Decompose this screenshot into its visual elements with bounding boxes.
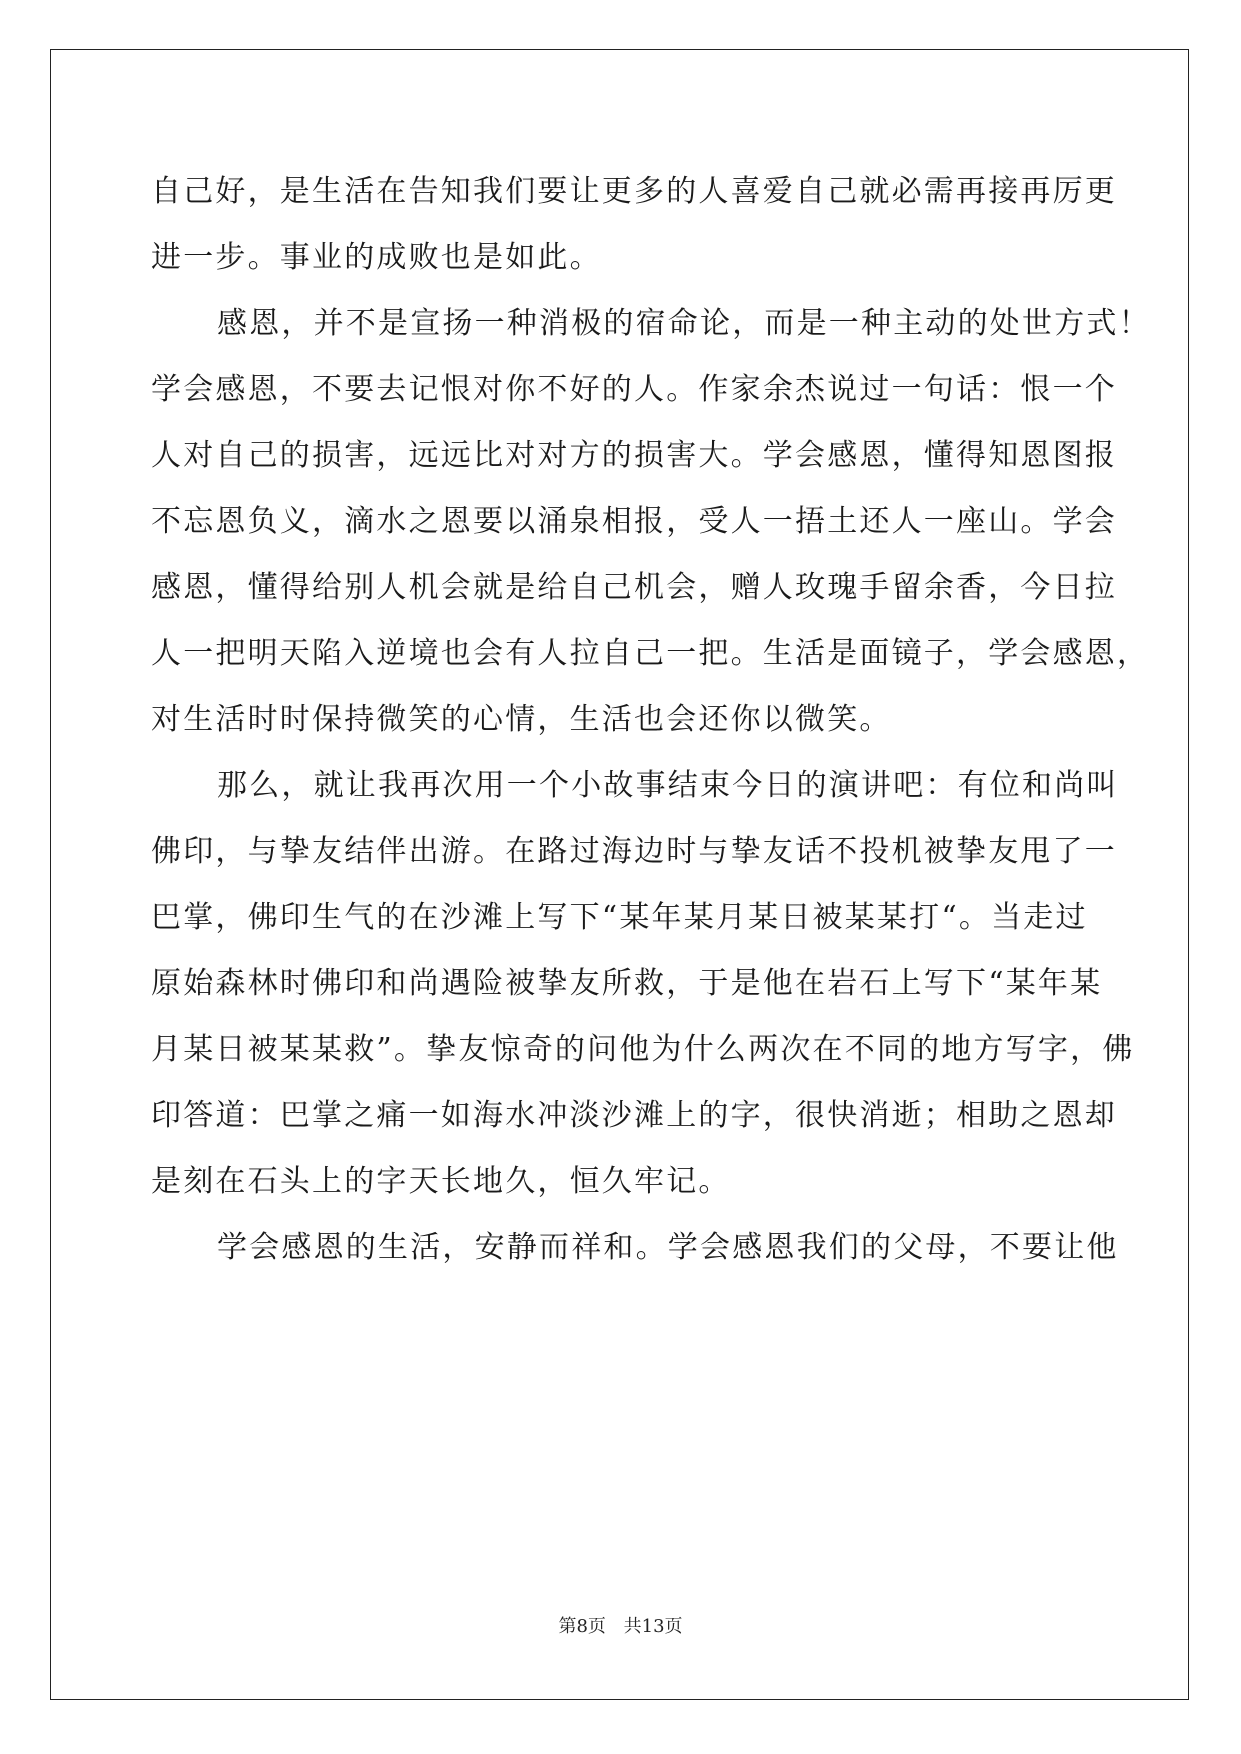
body-line: 学会感恩，不要去记恨对你不好的人。作家余杰说过一句话：恨一个	[151, 372, 1117, 407]
body-line: 人一把明天陷入逆境也会有人拉自己一把。生活是面镜子，学会感恩，	[151, 636, 1150, 671]
body-line: 是刻在石头上的字天长地久，恒久牢记。	[151, 1164, 731, 1199]
body-line: 月某日被某某救”。挚友惊奇的问他为什么两次在不同的地方写字，佛	[151, 1032, 1135, 1067]
document-body	[151, 159, 1151, 1281]
body-line: 印答道：巴掌之痛一如海水冲淡沙滩上的字，很快消逝；相助之恩却	[151, 1098, 1117, 1133]
body-line: 佛印，与挚友结伴出游。在路过海边时与挚友话不投机被挚友甩了一	[151, 834, 1117, 869]
page-number: 第8页	[558, 1616, 606, 1637]
body-line: 巴掌，佛印生气的在沙滩上写下“某年某月某日被某某打“。当走过	[151, 900, 1088, 935]
body-line: 原始森林时佛印和尚遇险被挚友所救，于是他在岩石上写下“某年某	[151, 966, 1103, 1001]
body-line: 对生活时时保持微笑的心情，生活也会还你以微笑。	[151, 702, 892, 737]
page-total: 共13页	[623, 1616, 683, 1637]
paragraph-start-line: 学会感恩的生活，安静而祥和。学会感恩我们的父母，不要让他	[217, 1230, 1119, 1265]
body-line: 自己好，是生活在告知我们要让更多的人喜爱自己就必需再接再厉更	[151, 174, 1117, 209]
page-footer	[0, 1612, 1241, 1638]
body-line: 进一步。事业的成败也是如此。	[151, 240, 602, 275]
body-line: 不忘恩负义，滴水之恩要以涌泉相报，受人一捂土还人一座山。学会	[151, 504, 1117, 539]
body-line: 人对自己的损害，远远比对对方的损害大。学会感恩，懂得知恩图报	[151, 438, 1117, 473]
body-line: 感恩，懂得给别人机会就是给自己机会，赠人玫瑰手留余香，今日拉	[151, 570, 1117, 605]
paragraph-start-line: 那么，就让我再次用一个小故事结束今日的演讲吧：有位和尚叫	[217, 768, 1119, 803]
paragraph-start-line: 感恩，并不是宣扬一种消极的宿命论，而是一种主动的处世方式！	[217, 306, 1151, 341]
